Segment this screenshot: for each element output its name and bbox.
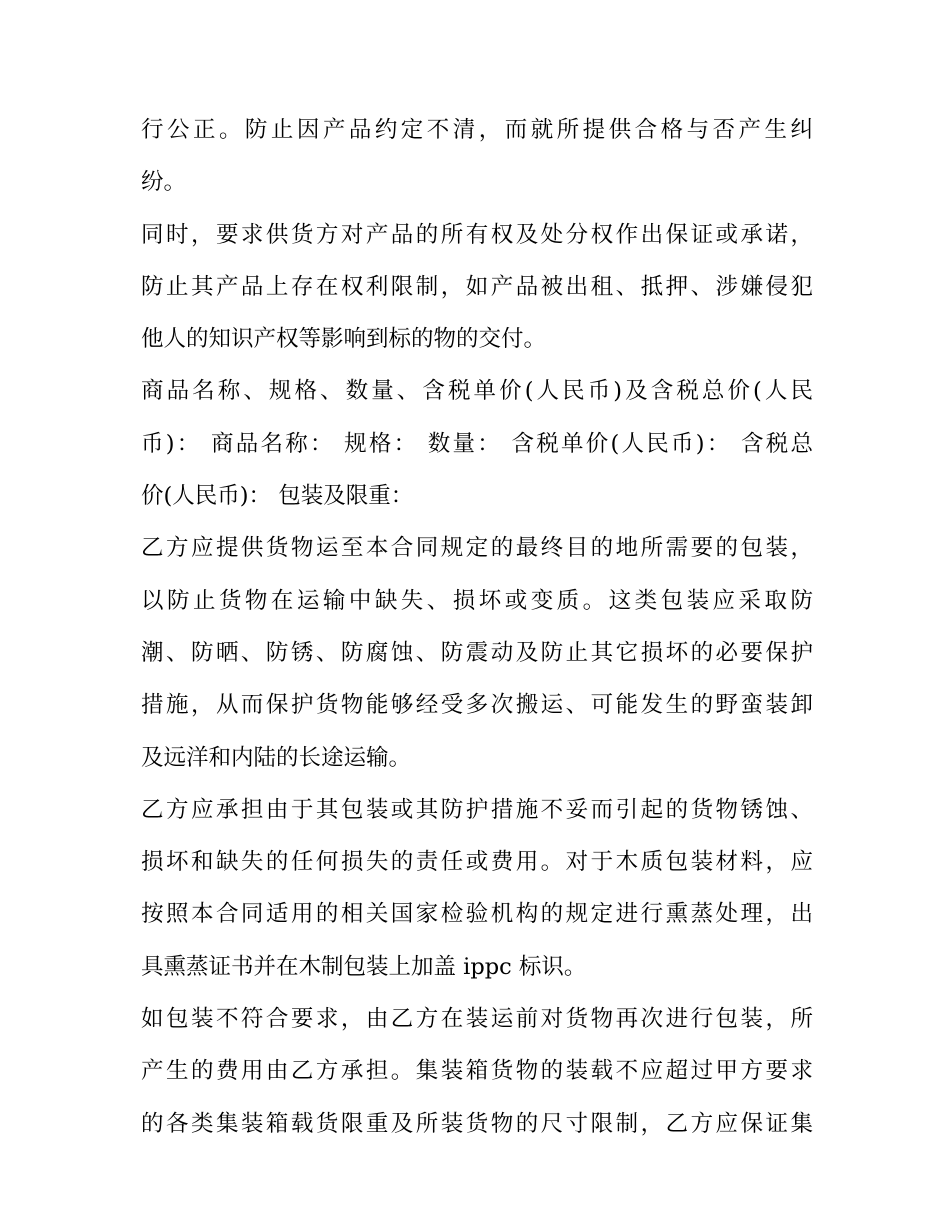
paragraph-line: 币)： 商品名称： 规格： 数量： 含税单价(人民币)： 含税总	[141, 430, 813, 457]
paragraph-line: 损坏和缺失的任何损失的责任或费用。对于木质包装材料，应	[141, 849, 813, 876]
paragraph-line: 如包装不符合要求，由乙方在装运前对货物再次进行包装，所	[141, 1006, 813, 1033]
paragraph-line: 乙方应承担由于其包装或其防护措施不妥而引起的货物锈蚀、	[141, 796, 813, 823]
paragraph-line: 他人的知识产权等影响到标的物的交付。	[141, 326, 547, 353]
paragraph-line: 同时，要求供货方对产品的所有权及处分权作出保证或承诺，	[141, 221, 813, 248]
paragraph-line: 行公正。防止因产品约定不清，而就所提供合格与否产生纠	[141, 117, 813, 143]
paragraph-line: 按照本合同适用的相关国家检验机构的规定进行熏蒸处理，出	[141, 901, 813, 928]
paragraph-line: 的各类集装箱载货限重及所装货物的尺寸限制，乙方应保证集	[141, 1110, 813, 1137]
paragraph-line: 纷。	[141, 169, 187, 196]
paragraph-line: 潮、防晒、防锈、防腐蚀、防震动及防止其它损坏的必要保护	[141, 639, 813, 666]
paragraph-line: 乙方应提供货物运至本合同规定的最终目的地所需要的包装，	[141, 535, 813, 562]
paragraph-line: 措施，从而保护货物能够经受多次搬运、可能发生的野蛮装卸	[141, 692, 813, 719]
document-body	[141, 104, 813, 1150]
paragraph-line: 防止其产品上存在权利限制，如产品被出租、抵押、涉嫌侵犯	[141, 273, 813, 300]
paragraph-line: 及远洋和内陆的长途运输。	[141, 744, 412, 771]
paragraph-line: 具熏蒸证书并在木制包装上加盖 ippc 标识。	[141, 953, 587, 980]
paragraph-line: 产生的费用由乙方承担。集装箱货物的装载不应超过甲方要求	[141, 1058, 813, 1085]
paragraph-line: 价(人民币)： 包装及限重：	[141, 483, 414, 510]
paragraph-line: 以防止货物在运输中缺失、损坏或变质。这类包装应采取防	[141, 587, 813, 614]
paragraph-line: 商品名称、规格、数量、含税单价(人民币)及含税总价(人民	[141, 378, 813, 405]
